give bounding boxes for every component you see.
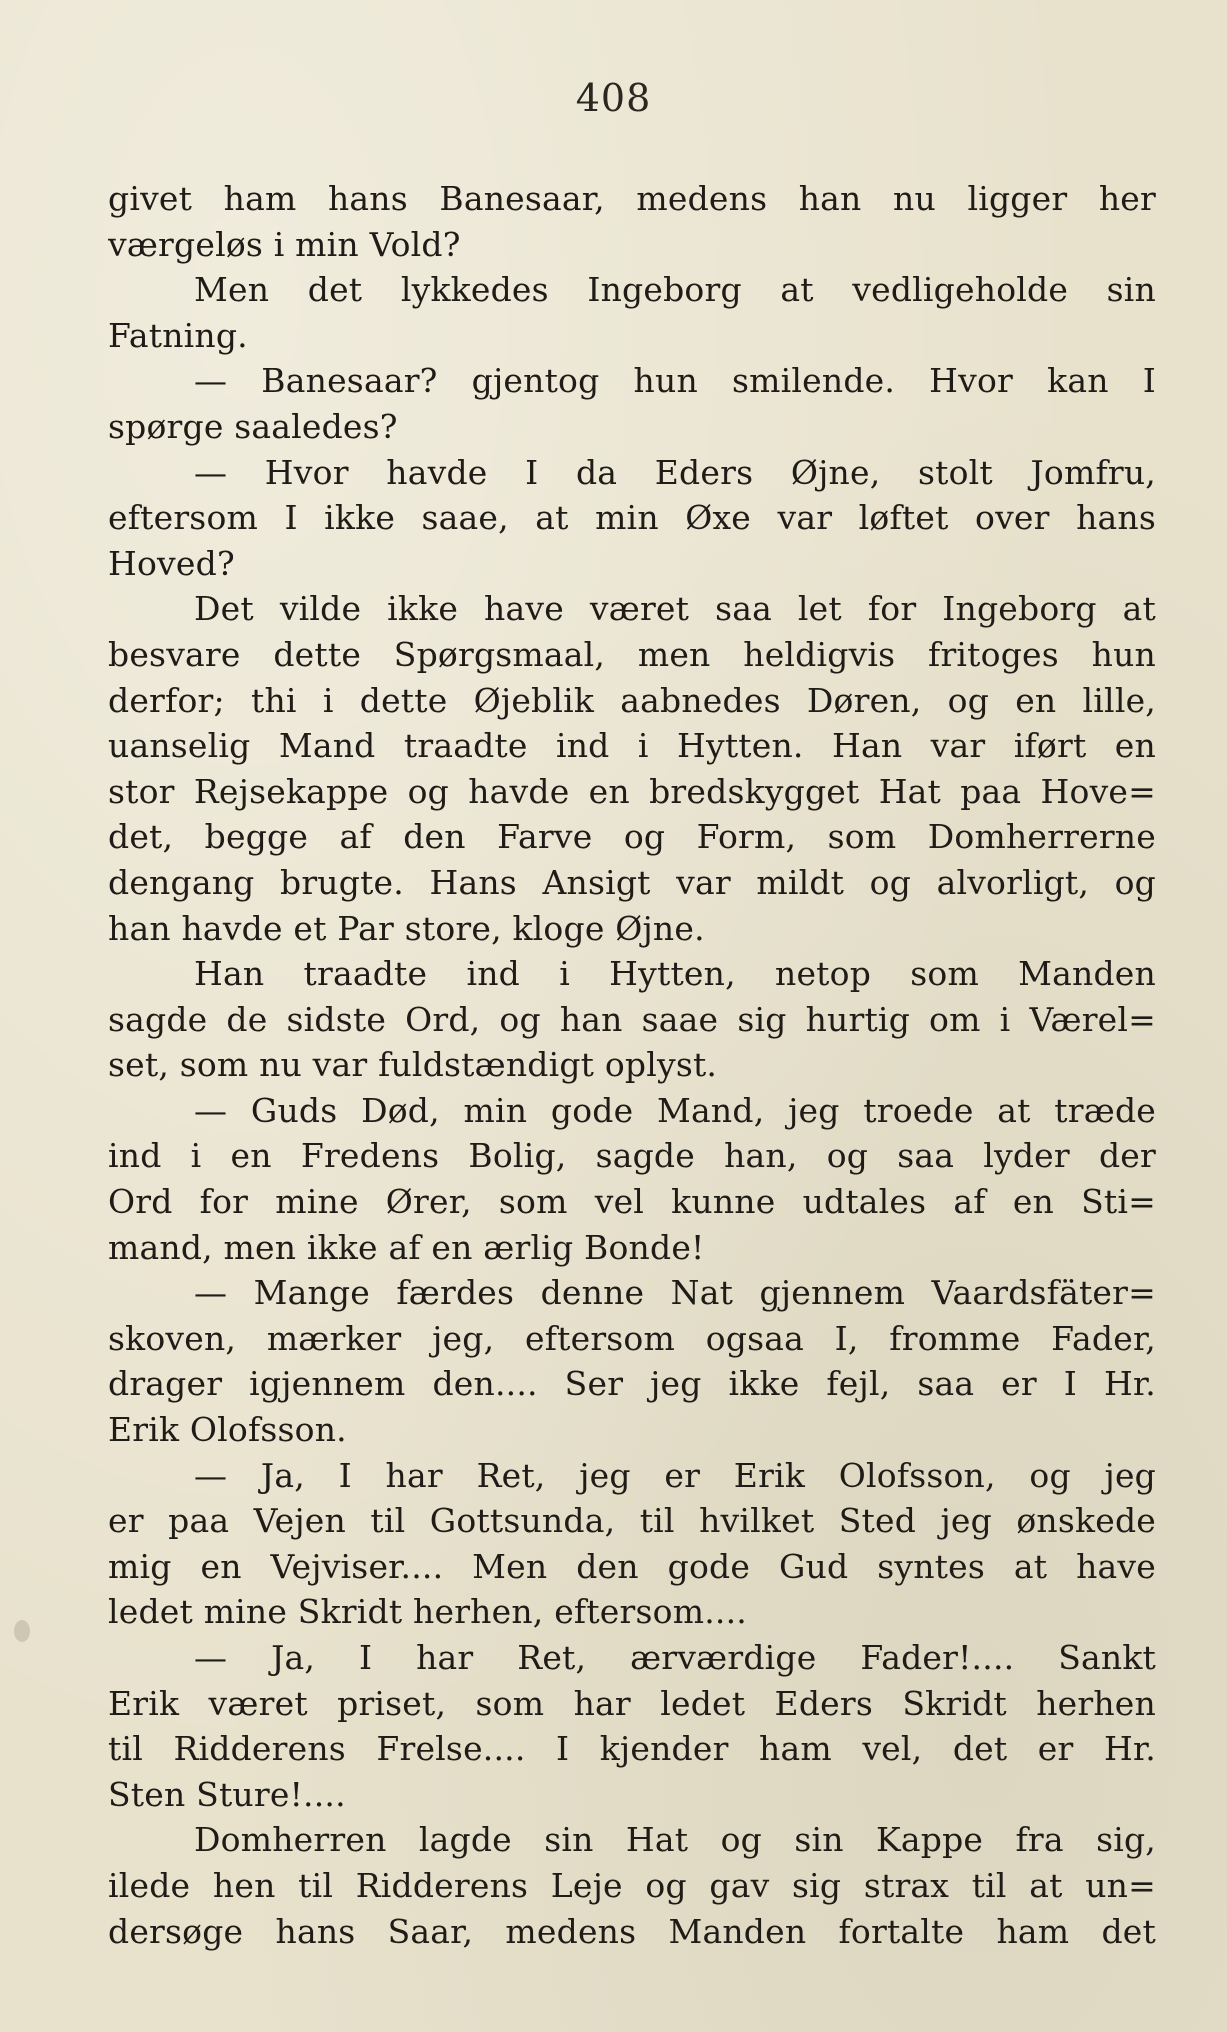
text-line: ind i en Fredens Bolig, sagde han, og saa lyder der (108, 1136, 1156, 1176)
text-line: — Guds Død, min gode Mand, jeg troede at træde (194, 1090, 1156, 1130)
text-line: Erik været priset, som har ledet Eders Skridt herhen (108, 1683, 1156, 1723)
page-number: 408 (575, 76, 652, 120)
text-line: Ord for mine Ører, som vel kunne udtales af en Sti= (108, 1182, 1156, 1222)
text-line: han havde et Par store, kloge Øjne. (108, 908, 705, 948)
text-line: — Ja, I har Ret, jeg er Erik Olofsson, og jeg (194, 1455, 1156, 1495)
text-line: — Hvor havde I da Eders Øjne, stolt Jomfru, (194, 452, 1156, 492)
text-line: Sten Sture!.... (108, 1774, 346, 1814)
text-line: eftersom I ikke saae, at min Øxe var løftet over hans (108, 498, 1156, 538)
text-line: sagde de sidste Ord, og han saae sig hurtig om i Værel= (108, 999, 1156, 1039)
text-line: — Ja, I har Ret, ærværdige Fader!.... Sankt (194, 1638, 1156, 1677)
text-line: værgeløs i min Vold? (108, 224, 461, 264)
text-line: — Banesaar? gjentog hun smilende. Hvor kan I (194, 361, 1156, 401)
text-line: ilede hen til Ridderens Leje og gav sig strax til at un= (108, 1865, 1156, 1905)
text-line: drager igjennem den.... Ser jeg ikke fejl, saa er I Hr. (108, 1364, 1156, 1404)
text-line: er paa Vejen til Gottsunda, til hvilket Sted jeg ønskede (108, 1501, 1156, 1541)
text-line: Fatning. (108, 315, 248, 355)
text-line: Men det lykkedes Ingeborg at vedligeholde sin (194, 270, 1156, 310)
text-line: derfor; thi i dette Øjeblik aabnedes Døren, og en lille, (108, 680, 1156, 720)
text-line: til Ridderens Frelse.... I kjender ham vel, det er Hr. (108, 1729, 1156, 1769)
text-line: spørge saaledes? (108, 406, 398, 446)
text-line: mig en Vejviser.... Men den gode Gud syntes at have (108, 1546, 1156, 1586)
text-line: stor Rejsekappe og havde en bredskygget Hat paa Hove= (108, 771, 1156, 811)
text-line: Erik Olofsson. (108, 1410, 347, 1450)
text-line: givet ham hans Banesaar, medens han nu ligger her (108, 179, 1156, 218)
body-text (108, 176, 1156, 1954)
text-line: dengang brugte. Hans Ansigt var mildt og alvorligt, og (108, 862, 1156, 902)
text-line: Det vilde ikke have været saa let for Ingeborg at (194, 589, 1156, 629)
text-line: skoven, mærker jeg, eftersom ogsaa I, fromme Fader, (108, 1318, 1156, 1358)
text-line: ledet mine Skridt herhen, eftersom.... (108, 1592, 747, 1632)
text-line: set, som nu var fuldstændigt oplyst. (108, 1045, 718, 1085)
text-line: det, begge af den Farve og Form, som Domherrerne (108, 817, 1156, 857)
text-line: Domherren lagde sin Hat og sin Kappe fra sig, (194, 1820, 1156, 1860)
text-line: mand, men ikke af en ærlig Bonde! (108, 1227, 705, 1267)
paper-stain (14, 1620, 30, 1642)
text-line: besvare dette Spørgsmaal, men heldigvis fritoges hun (108, 634, 1156, 674)
text-line: dersøge hans Saar, medens Manden fortalte ham det (108, 1911, 1156, 1951)
text-line: uanselig Mand traadte ind i Hytten. Han var iført en (108, 726, 1156, 766)
text-line: Han traadte ind i Hytten, netop som Manden (194, 954, 1156, 994)
text-line: — Mange færdes denne Nat gjennem Vaardsfäter= (194, 1273, 1156, 1313)
text-line: Hoved? (108, 543, 235, 583)
